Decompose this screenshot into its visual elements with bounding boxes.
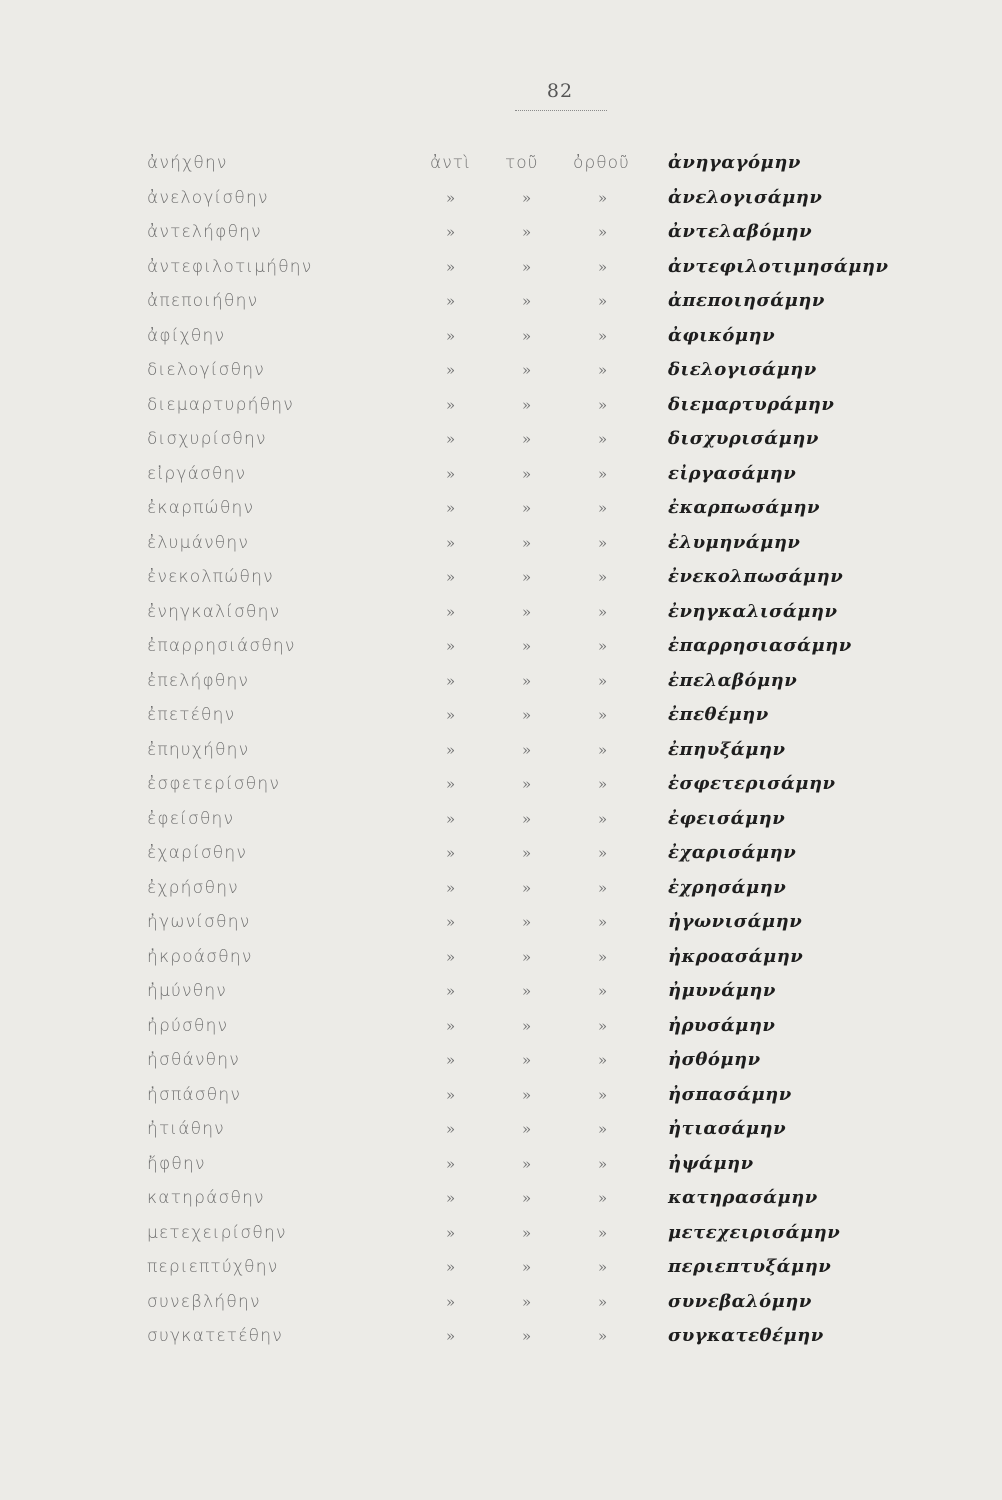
ditto-mark: » — [598, 1016, 608, 1035]
list-item — [0, 664, 1002, 699]
incorrect-form: ἐπαρρησιάσθην — [147, 636, 296, 656]
ditto-mark: » — [446, 292, 456, 310]
ditto-mark: » — [598, 671, 608, 690]
ditto-mark: » — [522, 568, 532, 586]
correct-form: εἰργασάμην — [668, 462, 797, 484]
ditto-mark: » — [522, 430, 532, 448]
correct-form: διελογισάμην — [668, 359, 817, 380]
correct-form: ἐπηυξάμην — [668, 738, 786, 760]
correct-form: συγκατεθέμην — [668, 1325, 824, 1346]
correct-form: ἠκροασάμην — [668, 945, 804, 967]
incorrect-form: διελογίσθην — [147, 360, 265, 380]
list-item — [0, 1043, 1002, 1078]
ditto-mark: » — [446, 430, 456, 448]
ditto-mark: » — [522, 706, 532, 724]
ditto-mark: » — [598, 568, 608, 586]
ditto-mark: » — [598, 1189, 608, 1207]
ditto-mark: » — [522, 1051, 532, 1069]
list-item — [0, 457, 1002, 492]
ditto-mark: » — [446, 464, 456, 483]
incorrect-form: ἀνελογίσθην — [147, 187, 269, 208]
list-item — [0, 319, 1002, 354]
ditto-mark: » — [598, 1258, 608, 1276]
header-of-the: τοῦ — [505, 153, 539, 173]
list-item — [0, 974, 1002, 1009]
ditto-mark: » — [522, 464, 532, 483]
ditto-mark: » — [598, 464, 608, 483]
correct-form: ἐλυμηνάμην — [668, 531, 801, 553]
ditto-mark: » — [522, 533, 532, 552]
list-item — [0, 940, 1002, 975]
ditto-mark: » — [522, 982, 532, 1000]
list-item — [0, 353, 1002, 388]
correct-form: ἠρυσάμην — [668, 1014, 776, 1036]
incorrect-form: κατηράσθην — [147, 1188, 265, 1208]
list-item — [0, 560, 1002, 595]
incorrect-form: ἀπεποιήθην — [147, 291, 259, 311]
correct-form: ἠσπασάμην — [668, 1083, 792, 1105]
list-item — [0, 422, 1002, 457]
ditto-mark: » — [598, 1051, 608, 1069]
ditto-mark: » — [446, 395, 456, 414]
ditto-mark: » — [598, 223, 608, 241]
ditto-mark: » — [522, 1189, 532, 1207]
ditto-mark: » — [446, 740, 456, 759]
list-item — [0, 388, 1002, 423]
ditto-mark: » — [446, 1016, 456, 1035]
list-item — [0, 1216, 1002, 1251]
ditto-mark: » — [446, 361, 456, 379]
incorrect-form: περιεπτύχθην — [147, 1257, 279, 1277]
incorrect-form: ἠτιάθην — [147, 1119, 225, 1139]
incorrect-form: ἐνηγκαλίσθην — [147, 601, 281, 622]
ditto-mark: » — [446, 1327, 456, 1345]
incorrect-form: δισχυρίσθην — [147, 429, 267, 449]
incorrect-form: ἐπηυχήθην — [147, 739, 250, 760]
ditto-mark: » — [446, 533, 456, 552]
incorrect-form: ἐπετέθην — [147, 705, 236, 725]
ditto-mark: » — [522, 1327, 532, 1345]
ditto-mark: » — [598, 878, 608, 897]
ditto-mark: » — [522, 499, 532, 517]
ditto-mark: » — [522, 1120, 532, 1138]
incorrect-form: ἠσπάσθην — [147, 1084, 242, 1105]
correct-form: ἀντεφιλοτιμησάμην — [668, 255, 889, 277]
list-item — [0, 284, 1002, 319]
ditto-mark: » — [522, 1258, 532, 1276]
ditto-mark: » — [598, 499, 608, 517]
correct-form: διεμαρτυράμην — [668, 393, 835, 415]
list-item — [0, 698, 1002, 733]
list-item — [0, 1009, 1002, 1044]
ditto-mark: » — [446, 844, 456, 862]
ditto-mark: » — [598, 602, 608, 621]
ditto-mark: » — [522, 878, 532, 897]
correct-form: ἐχαρισάμην — [668, 842, 797, 863]
incorrect-form: ἐσφετερίσθην — [147, 774, 281, 794]
ditto-mark: » — [598, 844, 608, 862]
ditto-mark: » — [446, 602, 456, 621]
correct-form: ἠμυνάμην — [668, 980, 776, 1001]
list-item — [0, 526, 1002, 561]
list-item — [0, 802, 1002, 837]
list-item — [0, 595, 1002, 630]
ditto-mark: » — [522, 602, 532, 621]
ditto-mark: » — [522, 1223, 532, 1242]
ditto-mark: » — [598, 740, 608, 759]
incorrect-form: ἠκροάσθην — [147, 946, 253, 967]
ditto-mark: » — [522, 844, 532, 862]
ditto-mark: » — [598, 982, 608, 1000]
ditto-mark: » — [446, 326, 456, 345]
incorrect-form: ἤφθην — [147, 1153, 206, 1174]
correct-form: ἠγωνισάμην — [668, 911, 803, 932]
correct-form: ἐνεκολπωσάμην — [668, 566, 844, 587]
correct-form: κατηρασάμην — [668, 1187, 818, 1208]
ditto-mark: » — [446, 1258, 456, 1276]
incorrect-form: εἰργάσθην — [147, 463, 247, 484]
list-item — [0, 181, 1002, 216]
list-item — [0, 905, 1002, 940]
ditto-mark: » — [446, 1120, 456, 1138]
correct-form: δισχυρισάμην — [668, 428, 819, 449]
ditto-mark: » — [598, 257, 608, 276]
incorrect-form: ἠμύνθην — [147, 981, 227, 1001]
list-item — [0, 1147, 1002, 1182]
ditto-mark: » — [446, 913, 456, 931]
correct-form: ἠψάμην — [668, 1152, 754, 1174]
ditto-mark: » — [446, 188, 456, 207]
header-correct: ὀρθοῦ — [573, 153, 630, 173]
correct-form: ἐκαρπωσάμην — [668, 497, 820, 518]
ditto-mark: » — [522, 257, 532, 276]
ditto-mark: » — [522, 913, 532, 931]
list-item — [0, 733, 1002, 768]
header-instead: ἀντὶ — [430, 153, 471, 173]
page-number: 82 — [546, 80, 574, 102]
list-item — [0, 1250, 1002, 1285]
correct-form: ἐπεθέμην — [668, 704, 769, 725]
list-item — [0, 1285, 1002, 1320]
entries-list — [0, 146, 1002, 1354]
correct-form: ἀφικόμην — [668, 324, 776, 346]
ditto-mark: » — [522, 1016, 532, 1035]
list-item — [0, 250, 1002, 285]
list-item — [0, 767, 1002, 802]
correct-form: ἐσφετερισάμην — [668, 773, 836, 794]
ditto-mark: » — [446, 499, 456, 517]
correct-form: ἐπαρρησιασάμην — [668, 635, 852, 656]
ditto-mark: » — [598, 1292, 608, 1311]
correct-form: ἀνελογισάμην — [668, 186, 823, 208]
ditto-mark: » — [522, 292, 532, 310]
incorrect-form: ἀντεφιλοτιμήθην — [147, 256, 313, 277]
correct-form: ἐφεισάμην — [668, 807, 786, 829]
ditto-mark: » — [598, 395, 608, 414]
incorrect-form: ἐκαρπώθην — [147, 498, 255, 518]
ditto-mark: » — [598, 913, 608, 931]
correct-form: ἀπεποιησάμην — [668, 290, 825, 311]
header-correct-form: ἀνηγαγόμην — [668, 152, 801, 173]
ditto-mark: » — [446, 223, 456, 241]
incorrect-form: ἐνεκολπώθην — [147, 567, 274, 587]
list-item — [0, 871, 1002, 906]
ditto-mark: » — [522, 1292, 532, 1311]
list-item — [0, 1078, 1002, 1113]
correct-form: ἐπελαβόμην — [668, 669, 798, 691]
correct-form: ἠσθόμην — [668, 1049, 761, 1070]
ditto-mark: » — [598, 533, 608, 552]
ditto-mark: » — [522, 1085, 532, 1104]
ditto-mark: » — [598, 775, 608, 793]
ditto-mark: » — [446, 1189, 456, 1207]
ditto-mark: » — [598, 188, 608, 207]
ditto-mark: » — [598, 361, 608, 379]
correct-form: ἐχρησάμην — [668, 876, 787, 898]
incorrect-form: συγκατετέθην — [147, 1326, 283, 1346]
incorrect-form: ἀφίχθην — [147, 325, 226, 346]
ditto-mark: » — [446, 637, 456, 655]
list-item — [0, 836, 1002, 871]
incorrect-form: ἐφείσθην — [147, 808, 235, 829]
ditto-mark: » — [598, 1223, 608, 1242]
ditto-mark: » — [446, 1292, 456, 1311]
ditto-mark: » — [522, 326, 532, 345]
correct-form: ἀντελαβόμην — [668, 221, 813, 242]
correct-form: συνεβαλόμην — [668, 1290, 812, 1312]
ditto-mark: » — [446, 775, 456, 793]
correct-form: ἐνηγκαλισάμην — [668, 600, 838, 622]
ditto-mark: » — [522, 637, 532, 655]
ditto-mark: » — [522, 1154, 532, 1173]
page-number-rule — [515, 110, 607, 111]
ditto-mark: » — [446, 809, 456, 828]
incorrect-form: ἐλυμάνθην — [147, 532, 250, 553]
incorrect-form: ἐπελήφθην — [147, 670, 250, 691]
ditto-mark: » — [446, 1223, 456, 1242]
ditto-mark: » — [598, 326, 608, 345]
ditto-mark: » — [446, 982, 456, 1000]
ditto-mark: » — [598, 1154, 608, 1173]
correct-form: ἠτιασάμην — [668, 1118, 787, 1139]
incorrect-form: ἠγωνίσθην — [147, 912, 251, 932]
ditto-mark: » — [522, 671, 532, 690]
ditto-mark: » — [522, 775, 532, 793]
list-item — [0, 491, 1002, 526]
list-item — [0, 1112, 1002, 1147]
ditto-mark: » — [522, 188, 532, 207]
ditto-mark: » — [522, 361, 532, 379]
ditto-mark: » — [598, 947, 608, 966]
incorrect-form: διεμαρτυρήθην — [147, 394, 294, 415]
header-wrong-form: ἀνήχθην — [147, 153, 228, 173]
incorrect-form: ἐχρήσθην — [147, 877, 239, 898]
ditto-mark: » — [446, 1154, 456, 1173]
ditto-mark: » — [446, 1051, 456, 1069]
incorrect-form: συνεβλήθην — [147, 1291, 261, 1312]
ditto-mark: » — [446, 878, 456, 897]
ditto-mark: » — [522, 740, 532, 759]
ditto-mark: » — [446, 671, 456, 690]
ditto-mark: » — [598, 430, 608, 448]
ditto-mark: » — [598, 809, 608, 828]
list-item — [0, 1181, 1002, 1216]
ditto-mark: » — [598, 1120, 608, 1138]
incorrect-form: ἠσθάνθην — [147, 1050, 240, 1070]
ditto-mark: » — [446, 568, 456, 586]
header-row — [0, 146, 1002, 181]
ditto-mark: » — [598, 706, 608, 724]
ditto-mark: » — [598, 1085, 608, 1104]
ditto-mark: » — [522, 223, 532, 241]
list-item — [0, 629, 1002, 664]
incorrect-form: μετεχειρίσθην — [147, 1222, 287, 1243]
correct-form: μετεχειρισάμην — [668, 1221, 841, 1243]
ditto-mark: » — [598, 1327, 608, 1345]
ditto-mark: » — [522, 395, 532, 414]
ditto-mark: » — [522, 947, 532, 966]
list-item — [0, 215, 1002, 250]
ditto-mark: » — [522, 809, 532, 828]
correct-form: περιεπτυξάμην — [668, 1256, 832, 1277]
ditto-mark: » — [446, 1085, 456, 1104]
ditto-mark: » — [446, 706, 456, 724]
incorrect-form: ἀντελήφθην — [147, 222, 262, 242]
incorrect-form: ἠρύσθην — [147, 1015, 229, 1036]
ditto-mark: » — [598, 637, 608, 655]
incorrect-form: ἐχαρίσθην — [147, 843, 248, 863]
list-item — [0, 1319, 1002, 1354]
ditto-mark: » — [446, 947, 456, 966]
ditto-mark: » — [446, 257, 456, 276]
ditto-mark: » — [598, 292, 608, 310]
